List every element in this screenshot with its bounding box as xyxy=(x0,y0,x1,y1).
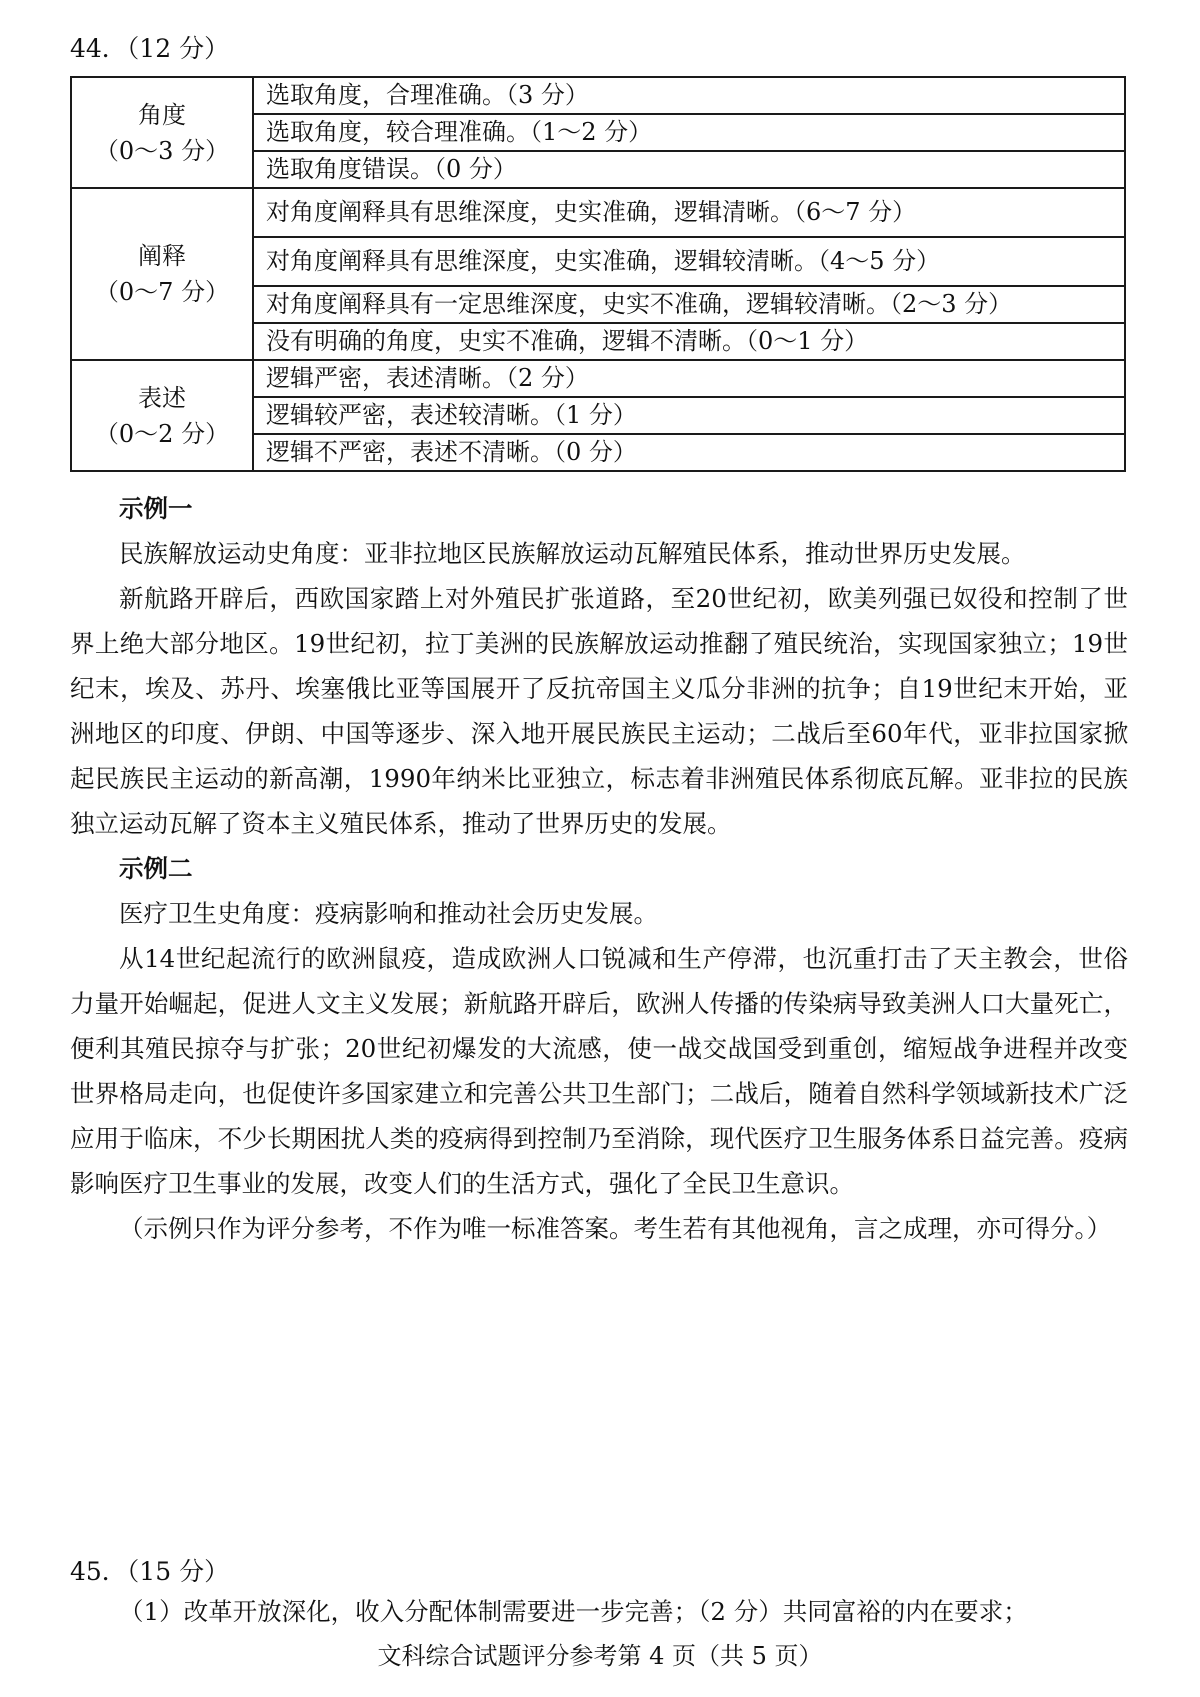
rubric-category-label: 表述 xyxy=(138,383,186,412)
rubric-category-cell xyxy=(71,188,253,360)
example-1-angle: 民族解放运动史角度：亚非拉地区民族解放运动瓦解殖民体系，推动世界历史发展。 xyxy=(119,539,1026,568)
rubric-criterion: 没有明确的角度，史实不准确，逻辑不清晰。（0～1 分） xyxy=(253,323,1125,360)
page-footer: 文科综合试题评分参考第 4 页（共 5 页） xyxy=(377,1642,823,1670)
example-2-angle: 医疗卫生史角度：疫病影响和推动社会历史发展。 xyxy=(119,899,658,928)
rubric-row xyxy=(71,188,1125,237)
example-1-title: 示例一 xyxy=(119,494,193,523)
rubric-criterion: 对角度阐释具有思维深度，史实准确，逻辑清晰。（6～7 分） xyxy=(253,188,1125,237)
question-45-heading: 45．（15 分） xyxy=(70,1557,230,1586)
rubric-criterion: 对角度阐释具有一定思维深度，史实不准确，逻辑较清晰。（2～3 分） xyxy=(253,286,1125,323)
example-1-body: 新航路开辟后，西欧国家踏上对外殖民扩张道路，至20世纪初，欧美列强已奴役和控制了世界上绝大部分地区。19世纪初，拉丁美洲的民族解放运动推翻了殖民统治，实现国家独立；19世纪末，埃及、苏丹、埃塞俄比亚等国展开了反抗帝国主义瓜分非洲的抗争；自19世纪末开始，亚洲地区的印度、伊朗、中国等逐步、深入地开展民族民主运动；二战后至60年代，亚非拉国家掀起民族民主运动的新高潮，1990年纳米比亚独立，标志着非洲殖民体系彻底瓦解。亚非拉的民族独立运动瓦解了资本主义殖民体系，推动了世界历史的发展。 xyxy=(70,584,1128,838)
rubric-category-cell xyxy=(71,360,253,471)
rubric-category-cell xyxy=(71,77,253,188)
scoring-rubric-table xyxy=(70,76,1126,472)
question-44-heading: 44．（12 分） xyxy=(70,34,230,63)
rubric-category-range: （0～3 分） xyxy=(94,136,230,165)
rubric-criterion: 选取角度错误。（0 分） xyxy=(253,151,1125,188)
rubric-criterion: 对角度阐释具有思维深度，史实准确，逻辑较清晰。（4～5 分） xyxy=(253,237,1125,286)
rubric-category-label: 阐释 xyxy=(138,242,186,270)
example-2-title: 示例二 xyxy=(119,854,193,883)
rubric-criterion: 逻辑严密，表述清晰。（2 分） xyxy=(253,360,1125,397)
rubric-criterion: 选取角度，较合理准确。（1～2 分） xyxy=(253,114,1125,151)
rubric-row xyxy=(71,360,1125,397)
rubric-row xyxy=(71,77,1125,114)
question-45-part-1 xyxy=(70,1589,1128,1634)
rubric-category-label: 角度 xyxy=(138,100,186,129)
grading-note: （示例只作为评分参考，不作为唯一标准答案。考生若有其他视角，言之成理，亦可得分。） xyxy=(119,1214,1112,1243)
rubric-category-range: （0～2 分） xyxy=(94,419,230,448)
question-45-part-1-text: （1）改革开放深化，收入分配体制需要进一步完善；（2 分）共同富裕的内在要求； xyxy=(119,1597,1028,1626)
rubric-criterion: 逻辑较严密，表述较清晰。（1 分） xyxy=(253,397,1125,434)
example-2-body: 从14世纪起流行的欧洲鼠疫，造成欧洲人口锐减和生产停滞，也沉重打击了天主教会，世俗力量开始崛起，促进人文主义发展；新航路开辟后，欧洲人传播的传染病导致美洲人口大量死亡，便利其殖民掠夺与扩张；20世纪初爆发的大流感，使一战交战国受到重创，缩短战争进程并改变世界格局走向，也促使许多国家建立和完善公共卫生部门；二战后，随着自然科学领域新技术广泛应用于临床，不少长期困扰人类的疫病得到控制乃至消除，现代医疗卫生服务体系日益完善。疫病影响医疗卫生事业的发展，改变人们的生活方式，强化了全民卫生意识。 xyxy=(70,944,1128,1198)
rubric-criterion: 逻辑不严密，表述不清晰。（0 分） xyxy=(253,434,1125,471)
rubric-category-range: （0～7 分） xyxy=(94,278,230,306)
answer-examples xyxy=(70,486,1128,1251)
rubric-criterion: 选取角度，合理准确。（3 分） xyxy=(253,77,1125,114)
